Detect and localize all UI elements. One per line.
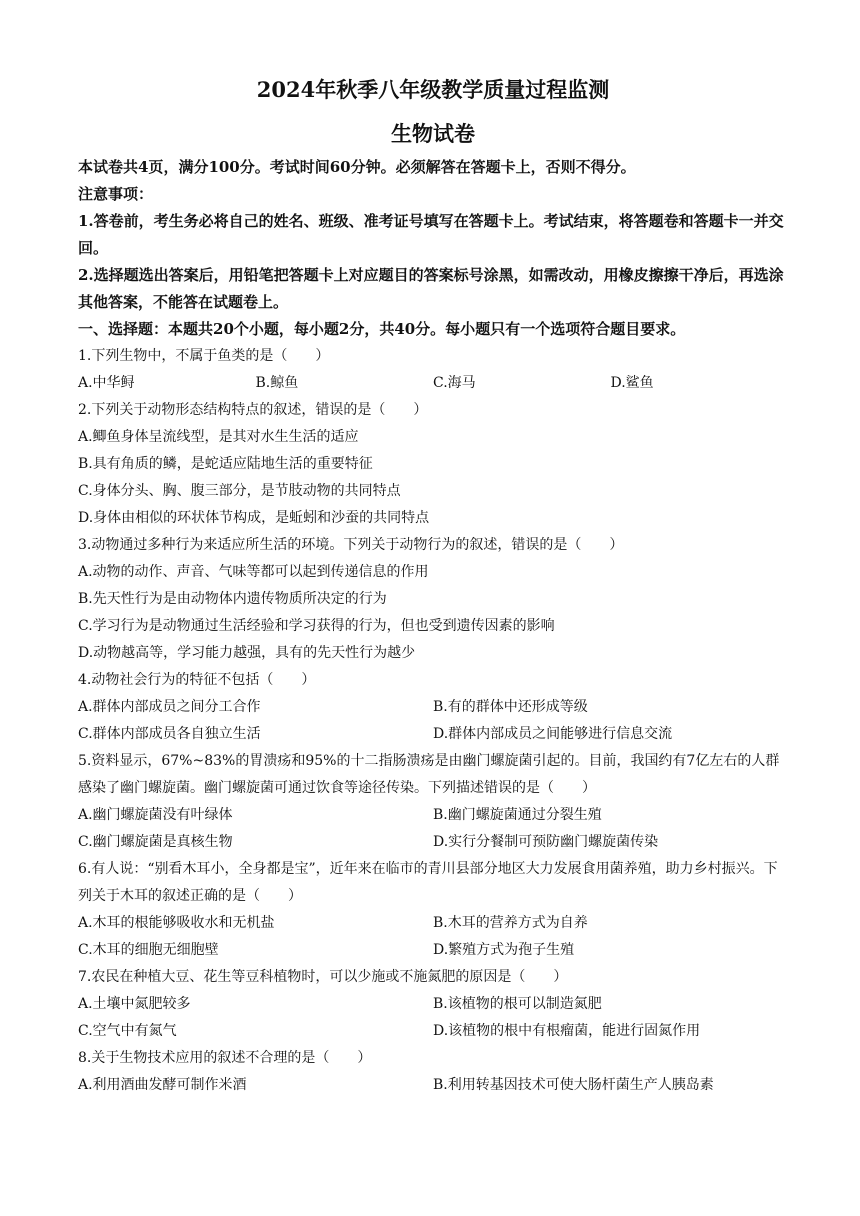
option-c: C.空气中有氮气 (78, 1023, 177, 1039)
question-1 (78, 343, 788, 397)
option-c: C.学习行为是动物通过生活经验和学习获得的行为，但也受到遗传因素的影响 (78, 618, 555, 634)
question-7 (78, 964, 788, 1045)
option-c: C.身体分头、胸、腹三部分，是节肢动物的共同特点 (78, 483, 401, 499)
option-b: B.木耳的营养方式为自养 (433, 915, 588, 931)
option-row (78, 1018, 788, 1045)
question-2 (78, 397, 788, 532)
option-d: D.身体由相似的环状体节构成，是蚯蚓和沙蚕的共同特点 (78, 510, 430, 526)
option-b: B.幽门螺旋菌通过分裂生殖 (433, 807, 602, 823)
notice-item-2: 2.选择题选出答案后，用铅笔把答题卡上对应题目的答案标号涂黑，如需改动，用橡皮擦擦干净后，再选涂其他答案，不能答在试题卷上。 (78, 266, 784, 311)
option-a: A.土壤中氮肥较多 (78, 996, 191, 1012)
question-3 (78, 532, 788, 667)
section-heading: 一、选择题：本题共20个小题，每小题2分，共40分。每小题只有一个选项符合题目要求。 (78, 320, 686, 338)
option-c: C.海马 (433, 375, 476, 391)
option-a: A.鲫鱼身体呈流线型，是其对水生生活的适应 (78, 429, 359, 445)
question-6 (78, 856, 788, 964)
option-a: A.中华鲟 (78, 375, 135, 391)
option-d: D.实行分餐制可预防幽门螺旋菌传染 (433, 834, 659, 850)
option-b: B.具有角质的鳞，是蛇适应陆地生活的重要特征 (78, 456, 373, 472)
question-stem: 6.有人说：“别看木耳小，全身都是宝”，近年来在临市的青川县部分地区大力发展食用菌养殖，助力乡村振兴。下列关于木耳的叙述正确的是（ ） (78, 861, 778, 904)
option-a: A.木耳的根能够吸收水和无机盐 (78, 915, 275, 931)
option-a: A.幽门螺旋菌没有叶绿体 (78, 807, 233, 823)
question-stem: 4.动物社会行为的特征不包括（ ） (78, 672, 316, 688)
option-d: D.该植物的根中有根瘤菌，能进行固氮作用 (433, 1023, 701, 1039)
option-b: B.有的群体中还形成等级 (433, 699, 588, 715)
question-stem: 2.下列关于动物形态结构特点的叙述，错误的是（ ） (78, 402, 428, 418)
option-row (78, 1072, 788, 1099)
option-row (78, 829, 788, 856)
option-row (78, 694, 788, 721)
option-d: D.鲨鱼 (610, 375, 654, 391)
option-c: C.群体内部成员各自独立生活 (78, 726, 261, 742)
question-5 (78, 748, 788, 856)
option-row (78, 910, 788, 937)
option-b: B.先天性行为是由动物体内遗传物质所决定的行为 (78, 591, 387, 607)
question-4 (78, 667, 788, 748)
notice-title: 注意事项： (78, 185, 154, 203)
question-stem: 8.关于生物技术应用的叙述不合理的是（ ） (78, 1050, 372, 1066)
option-row (78, 370, 788, 397)
question-stem: 7.农民在种植大豆、花生等豆科植物时，可以少施或不施氮肥的原因是（ ） (78, 969, 568, 985)
option-a: A.动物的动作、声音、气味等都可以起到传递信息的作用 (78, 564, 429, 580)
option-d: D.繁殖方式为孢子生殖 (433, 942, 575, 958)
option-b: B.利用转基因技术可使大肠杆菌生产人胰岛素 (433, 1077, 714, 1093)
option-a: A.群体内部成员之间分工合作 (78, 699, 261, 715)
exam-page (78, 70, 788, 1099)
exam-info: 本试卷共4页，满分100分。考试时间60分钟。必须解答在答题卡上，否则不得分。 (78, 158, 636, 176)
question-8 (78, 1045, 788, 1099)
option-c: C.幽门螺旋菌是真核生物 (78, 834, 233, 850)
exam-subject: 生物试卷 (391, 121, 475, 146)
exam-title: 2024年秋季八年级教学质量过程监测 (256, 77, 610, 102)
option-row (78, 802, 788, 829)
question-list (78, 343, 788, 1099)
option-row (78, 721, 788, 748)
option-row (78, 937, 788, 964)
option-d: D.动物越高等，学习能力越强，具有的先天性行为越少 (78, 645, 416, 661)
option-d: D.群体内部成员之间能够进行信息交流 (433, 726, 673, 742)
question-stem: 5.资料显示，67%~83%的胃溃疡和95%的十二指肠溃疡是由幽门螺旋菌引起的。目前，我国约有7亿左右的人群感染了幽门螺旋菌。幽门螺旋菌可通过饮食等途径传染。下列描述错误的是（ ） (78, 753, 780, 796)
notice-item-1: 1.答卷前，考生务必将自己的姓名、班级、准考证号填写在答题卡上。考试结束，将答题卷和答题卡一并交回。 (78, 212, 784, 257)
question-stem: 1.下列生物中，不属于鱼类的是（ ） (78, 348, 330, 364)
question-stem: 3.动物通过多种行为来适应所生活的环境。下列关于动物行为的叙述，错误的是（ ） (78, 537, 624, 553)
option-row (78, 991, 788, 1018)
option-a: A.利用酒曲发酵可制作米酒 (78, 1077, 247, 1093)
option-b: B.鲸鱼 (255, 375, 299, 391)
option-c: C.木耳的细胞无细胞壁 (78, 942, 219, 958)
option-b: B.该植物的根可以制造氮肥 (433, 996, 602, 1012)
